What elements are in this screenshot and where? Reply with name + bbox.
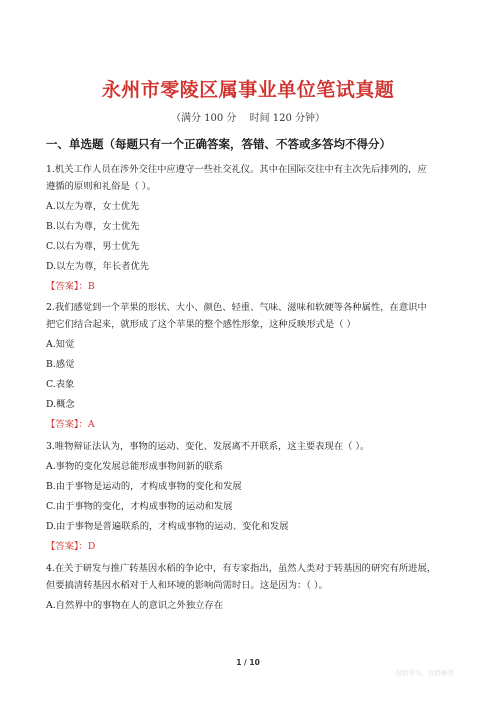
- question-1-stem-line-2: 遵循的原则和礼俗是（ ）。: [46, 181, 156, 192]
- question-3-answer: 【答案】：D: [46, 541, 96, 552]
- page-title: 永州市零陵区属事业单位笔试真题: [101, 79, 395, 101]
- page-number: 1 / 10: [236, 658, 260, 667]
- question-2-option-c: C.表象: [46, 379, 75, 390]
- question-4-stem-line-1: 4.在关于研发与推广转基因水稻的争论中，有专家指出，虽然人类对于转基因的研究有所进展，: [46, 563, 437, 574]
- question-1-option-b: B.以右为尊，女士优先: [46, 221, 140, 232]
- question-3-option-d: D.由于事物是普遍联系的，才构成事物的运动、变化和发展: [46, 521, 289, 532]
- question-2-answer: 【答案】：A: [46, 419, 95, 430]
- question-4-stem-line-2: 但要搞清转基因水稻对于人和环境的影响尚需时日。这是因为：（ ）。: [46, 580, 328, 591]
- question-3-option-b: B.由于事物是运动的，才构成事物的变化和发展: [46, 481, 242, 492]
- question-1-option-a: A.以左为尊，女士优先: [46, 201, 140, 212]
- question-2-stem-line-1: 2.我们感觉到一个苹果的形状、大小、颜色、轻重、气味、滋味和软硬等各种属性，在意识中: [46, 302, 427, 313]
- question-4-option-a: A.自然界中的事物在人的意识之外独立存在: [46, 600, 224, 611]
- question-2-option-b: B.感觉: [46, 359, 75, 370]
- question-1-stem-line-1: 1.机关工作人员在涉外交往中应遵守一些社交礼仪。其中在国际交往中有主次先后排列的，应: [46, 164, 427, 175]
- question-2-option-d: D.概念: [46, 399, 75, 410]
- question-2-option-a: A.知觉: [46, 339, 75, 350]
- question-2-stem-line-2: 把它们结合起来，就形成了这个苹果的整个感性形象，这种反映形式是（ ）: [46, 319, 356, 330]
- question-3-option-a: A.事物的变化发展总能形成事物间新的联系: [46, 461, 224, 472]
- watermark: 仅供学习，仅供参考: [395, 669, 454, 677]
- question-1-answer: 【答案】：B: [46, 281, 95, 292]
- question-1-option-d: D.以左为尊，年长者优先: [46, 261, 150, 272]
- question-1-option-c: C.以右为尊，男士优先: [46, 241, 140, 252]
- section-heading: 一、单选题（每题只有一个正确答案，答错、不答或多答均不得分）: [46, 137, 391, 151]
- exam-info: （满分 100 分 时间 120 分钟）: [170, 113, 326, 124]
- question-3-option-c: C.由于事物的变化，才构成事物的运动和发展: [46, 501, 233, 512]
- question-3-stem: 3.唯物辩证法认为，事物的运动、变化、发展离不开联系，这主要表现在（ ）。: [46, 441, 370, 452]
